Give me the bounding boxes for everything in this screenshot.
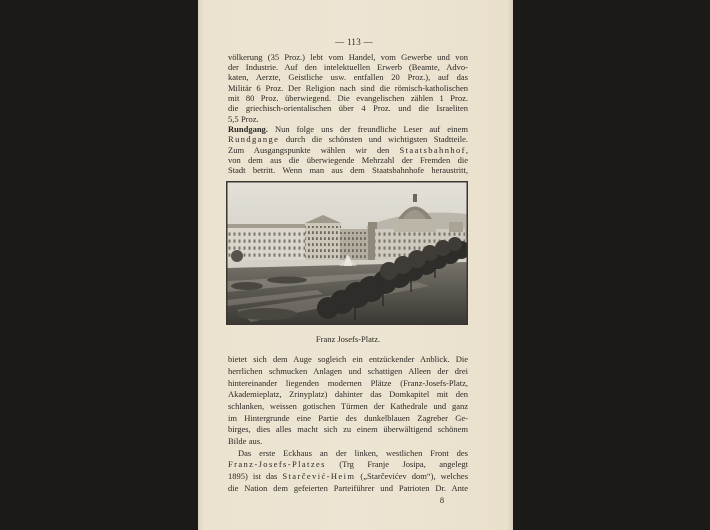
text-line: Akademieplatz, Zrinyplatz) dahinter das Domkapitel mit den <box>228 389 468 400</box>
text-line <box>228 124 468 134</box>
emphasized-word: Franz-Josefs-Platzes <box>228 459 326 470</box>
photo-franz-josefs-platz <box>227 182 467 324</box>
text-line <box>228 134 468 144</box>
emphasized-word: Staatsbahnhof <box>399 144 466 155</box>
text-line: der Industrie. Auf den intelektuellen Erwerb (Beamte, Advo- <box>228 62 468 73</box>
text-span: 1895) ist das <box>228 471 278 482</box>
text-span: (Trg Franje Josipa, angelegt <box>339 459 468 470</box>
text-line: bietet sich dem Auge sogleich ein entzückender Anblick. Die <box>228 354 468 365</box>
section-heading: Rundgang. <box>228 123 268 134</box>
text-span: Zum Ausgangspunkte wählen wir den <box>228 144 390 155</box>
text-line: Militär 6 Proz. Der Religion nach sind die römisch-katholischen <box>228 82 468 93</box>
text-line: Stadt betritt. Wenn man aus dem Staatsbahnhofe heraustritt, <box>228 165 468 176</box>
text-span: („Starčevićev dom“), welches <box>360 471 469 482</box>
text-line: die Nation dem gefeierten Parteiführer und Patrioten Dr. Ante <box>228 482 468 493</box>
text-line: im Hintergrunde eine Partie des dunkelblauen Zagreber Ge- <box>228 412 468 423</box>
text-line: völkerung (35 Proz.) lebt vom Handel, vom Gewerbe und von <box>228 51 468 62</box>
sheet-signature-mark: 8 <box>439 495 445 505</box>
text-line: hintereinander liegenden modernen Plätze (Franz-Josefs-Platz, <box>228 377 468 388</box>
text-line: 5,5 Proz. <box>228 113 259 124</box>
upper-text-block <box>228 52 468 176</box>
text-span: , <box>465 144 469 155</box>
text-line <box>228 145 468 155</box>
emphasized-word: Rundgange <box>228 134 280 145</box>
text-span: durch die schönsten und wichtigsten Stadtteile. <box>285 134 468 145</box>
photo-image <box>227 182 467 324</box>
photo-caption: Franz Josefs-Platz. <box>315 334 381 344</box>
text-line: herrlichen schmucken Anlagen und schattigen Alleen der drei <box>228 365 468 376</box>
text-line: Bilde aus. <box>228 436 263 446</box>
text-line: von dem aus die überwiegende Mehrzahl der Fremden die <box>228 154 468 165</box>
text-line: katen, Aerzte, Geistliche usw. entfallen 20 Proz.), auf das <box>228 72 468 83</box>
text-line: die griechisch-orientalischen über 4 Proz. und die Israeliten <box>228 103 468 114</box>
text-line <box>228 459 468 471</box>
text-line <box>228 471 468 483</box>
lower-text-block <box>228 354 468 494</box>
text-line: mit 80 Proz. überwiegend. Die evangelischen zählen 1 Proz. <box>228 93 468 104</box>
emphasized-word: Starčević-Heim <box>282 471 356 482</box>
text-line: Das erste Eckhaus an der linken, westlichen Front des <box>238 447 468 458</box>
page-number: — 113 — <box>335 37 373 47</box>
text-line: schlanken, weissen gotischen Türmen der Kathedrale und ganz <box>228 400 468 411</box>
text-line: birges, dies alles macht sich zu einem überwältigend schönem <box>228 424 468 435</box>
text-span: Nun folge uns der freundliche Leser auf einem <box>274 123 468 134</box>
